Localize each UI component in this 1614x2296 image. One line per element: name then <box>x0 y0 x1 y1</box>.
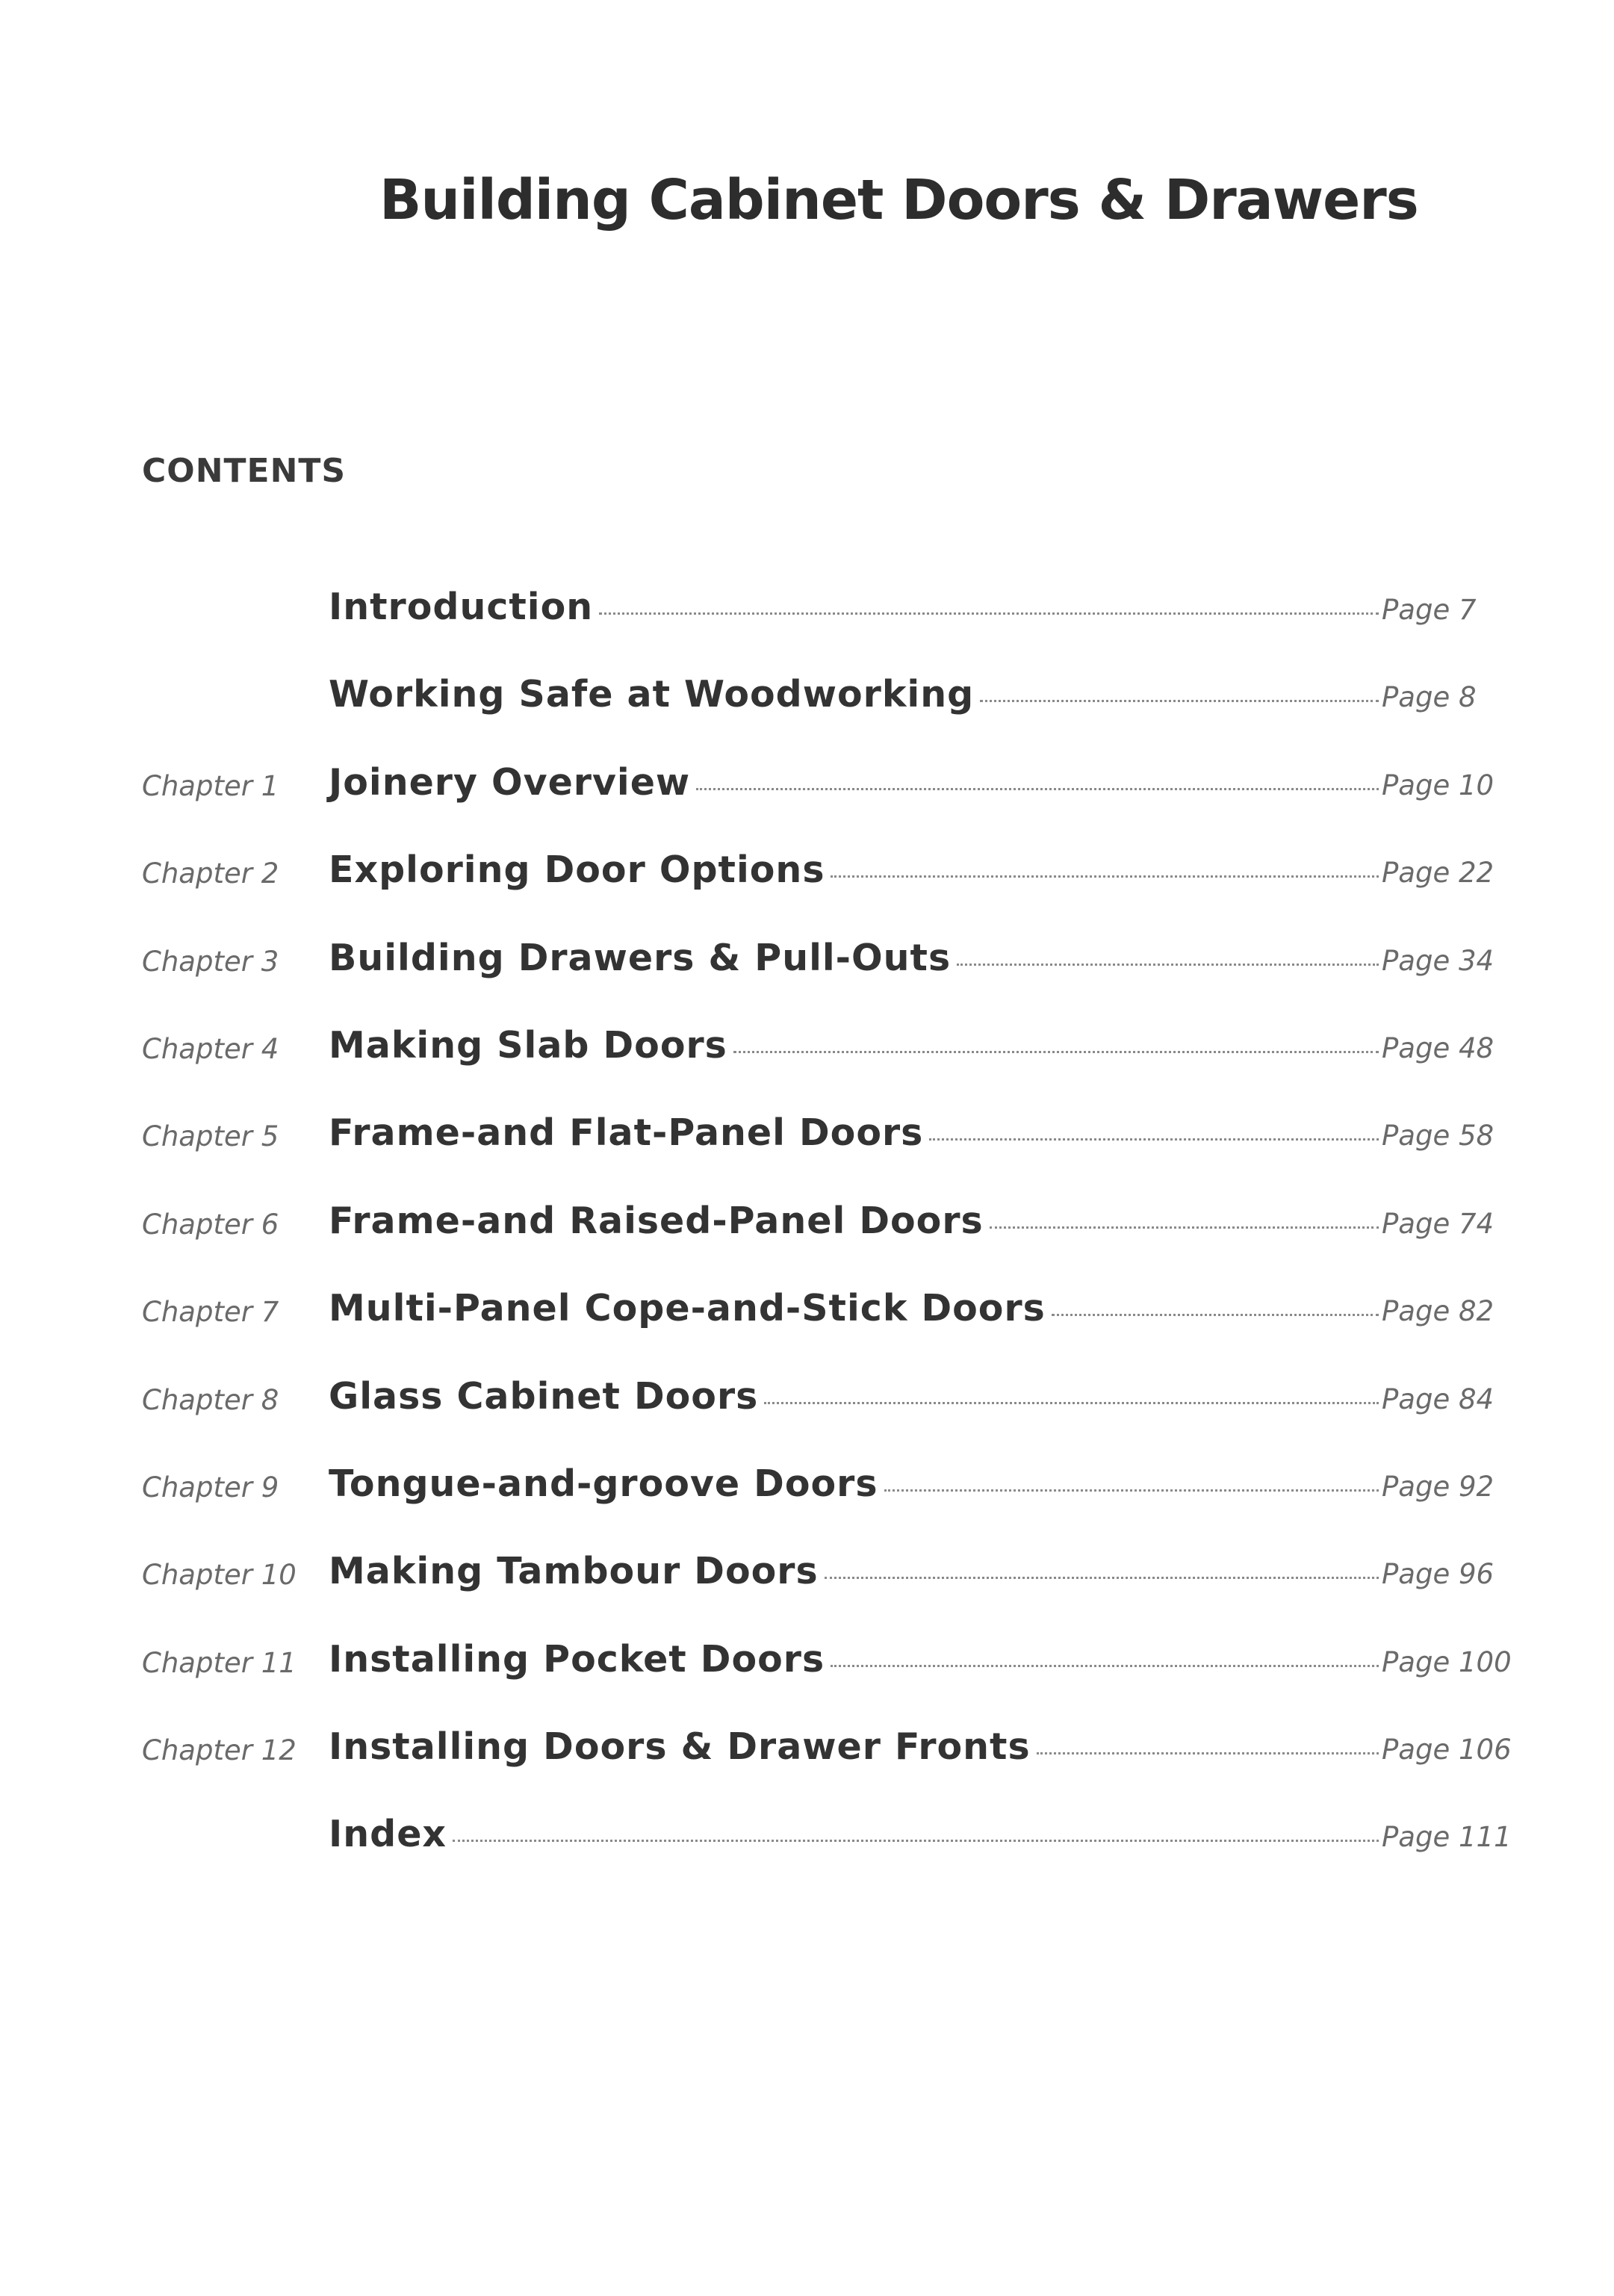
book-title: Building Cabinet Doors & Drawers <box>379 168 1418 232</box>
chapter-label: Chapter 10 <box>142 1559 297 1592</box>
dot-leader <box>696 788 1379 790</box>
entry-title: Joinery Overview <box>329 760 691 804</box>
entry-title: Glass Cabinet Doors <box>329 1374 759 1418</box>
dot-leader <box>884 1489 1379 1492</box>
toc-entry <box>329 1539 1509 1592</box>
page-reference: Page 92 <box>1382 1470 1494 1503</box>
toc-entry <box>329 1101 1509 1154</box>
toc-entry <box>329 1014 1509 1067</box>
dot-leader <box>1052 1314 1379 1316</box>
toc-entry <box>329 663 1509 716</box>
toc-row[interactable] <box>142 1365 1509 1452</box>
toc-row[interactable] <box>142 1628 1512 1715</box>
chapter-label: Chapter 12 <box>142 1734 297 1767</box>
entry-title: Making Tambour Doors <box>329 1550 819 1593</box>
toc-entry <box>329 1715 1512 1769</box>
page-reference: Page 111 <box>1382 1821 1512 1854</box>
toc-row[interactable] <box>142 575 1509 663</box>
toc-entry <box>329 1628 1512 1681</box>
chapter-label: Chapter 6 <box>142 1208 279 1241</box>
entry-title: Making Slab Doors <box>329 1023 727 1067</box>
page-reference: Page 74 <box>1382 1207 1494 1240</box>
toc-row[interactable] <box>142 1189 1509 1276</box>
toc-row[interactable] <box>142 663 1509 750</box>
toc-row[interactable] <box>142 1539 1509 1627</box>
entry-title: Index <box>329 1813 447 1856</box>
toc-entry <box>329 751 1509 804</box>
toc-entry <box>329 838 1509 891</box>
dot-leader <box>980 700 1379 702</box>
chapter-label: Chapter 3 <box>142 945 279 978</box>
toc-row[interactable] <box>142 1014 1509 1101</box>
entry-title: Installing Pocket Doors <box>329 1637 825 1681</box>
page-reference: Page 48 <box>1382 1031 1494 1064</box>
chapter-label: Chapter 9 <box>142 1471 279 1504</box>
page-reference: Page 7 <box>1382 594 1477 626</box>
toc-entry <box>329 1276 1509 1329</box>
entry-title: Frame-and Raised-Panel Doors <box>329 1199 984 1242</box>
entry-title: Frame-and Flat-Panel Doors <box>329 1111 924 1155</box>
toc-entry <box>329 1365 1509 1418</box>
entry-title: Exploring Door Options <box>329 848 825 892</box>
page-reference: Page 58 <box>1382 1120 1494 1152</box>
page-reference: Page 10 <box>1382 769 1494 801</box>
page-reference: Page 34 <box>1382 944 1494 977</box>
entry-title: Installing Doors & Drawer Fronts <box>329 1725 1031 1769</box>
page-reference: Page 100 <box>1382 1645 1512 1678</box>
dot-leader <box>825 1577 1379 1579</box>
entry-title: Introduction <box>329 586 594 628</box>
chapter-label: Chapter 11 <box>142 1646 297 1679</box>
toc-row[interactable] <box>142 751 1509 838</box>
dot-leader <box>929 1138 1379 1141</box>
page-reference: Page 84 <box>1382 1383 1494 1415</box>
dot-leader <box>957 964 1379 966</box>
toc-row[interactable] <box>142 1452 1509 1539</box>
dot-leader <box>831 875 1379 878</box>
chapter-label <box>142 663 329 682</box>
toc-entry <box>329 926 1509 979</box>
chapter-label: Chapter 7 <box>142 1296 279 1329</box>
dot-leader <box>764 1402 1379 1404</box>
dot-leader <box>733 1051 1379 1053</box>
chapter-label: Chapter 8 <box>142 1383 279 1416</box>
dot-leader <box>453 1840 1379 1842</box>
chapter-label: Chapter 1 <box>142 769 279 802</box>
page-reference: Page 82 <box>1382 1295 1494 1328</box>
dot-leader <box>599 612 1379 615</box>
toc-entry <box>329 1452 1509 1505</box>
toc-row[interactable] <box>142 1101 1509 1188</box>
entry-title: Tongue-and-groove Doors <box>329 1462 878 1505</box>
chapter-label <box>142 575 329 595</box>
chapter-label <box>142 1802 329 1822</box>
table-of-contents <box>142 575 1512 1890</box>
toc-entry <box>329 1802 1512 1856</box>
toc-row[interactable] <box>142 838 1509 925</box>
toc-entry <box>329 1189 1509 1242</box>
page-reference: Page 96 <box>1382 1558 1494 1591</box>
dot-leader <box>1037 1752 1379 1754</box>
dot-leader <box>990 1226 1379 1229</box>
page-reference: Page 8 <box>1382 681 1477 714</box>
contents-heading: CONTENTS <box>142 452 347 490</box>
entry-title: Building Drawers & Pull-Outs <box>329 936 952 979</box>
toc-row[interactable] <box>142 1276 1509 1364</box>
toc-row[interactable] <box>142 926 1509 1014</box>
entry-title: Multi-Panel Cope-and-Stick Doors <box>329 1287 1046 1330</box>
dot-leader <box>831 1665 1379 1667</box>
entry-title: Working Safe at Woodworking <box>329 673 975 716</box>
chapter-label: Chapter 2 <box>142 857 279 890</box>
toc-entry <box>329 575 1509 628</box>
page-reference: Page 22 <box>1382 857 1494 890</box>
chapter-label: Chapter 4 <box>142 1032 279 1065</box>
chapter-label: Chapter 5 <box>142 1120 279 1153</box>
page-reference: Page 106 <box>1382 1734 1512 1766</box>
toc-row[interactable] <box>142 1715 1512 1802</box>
toc-row[interactable] <box>142 1802 1512 1890</box>
